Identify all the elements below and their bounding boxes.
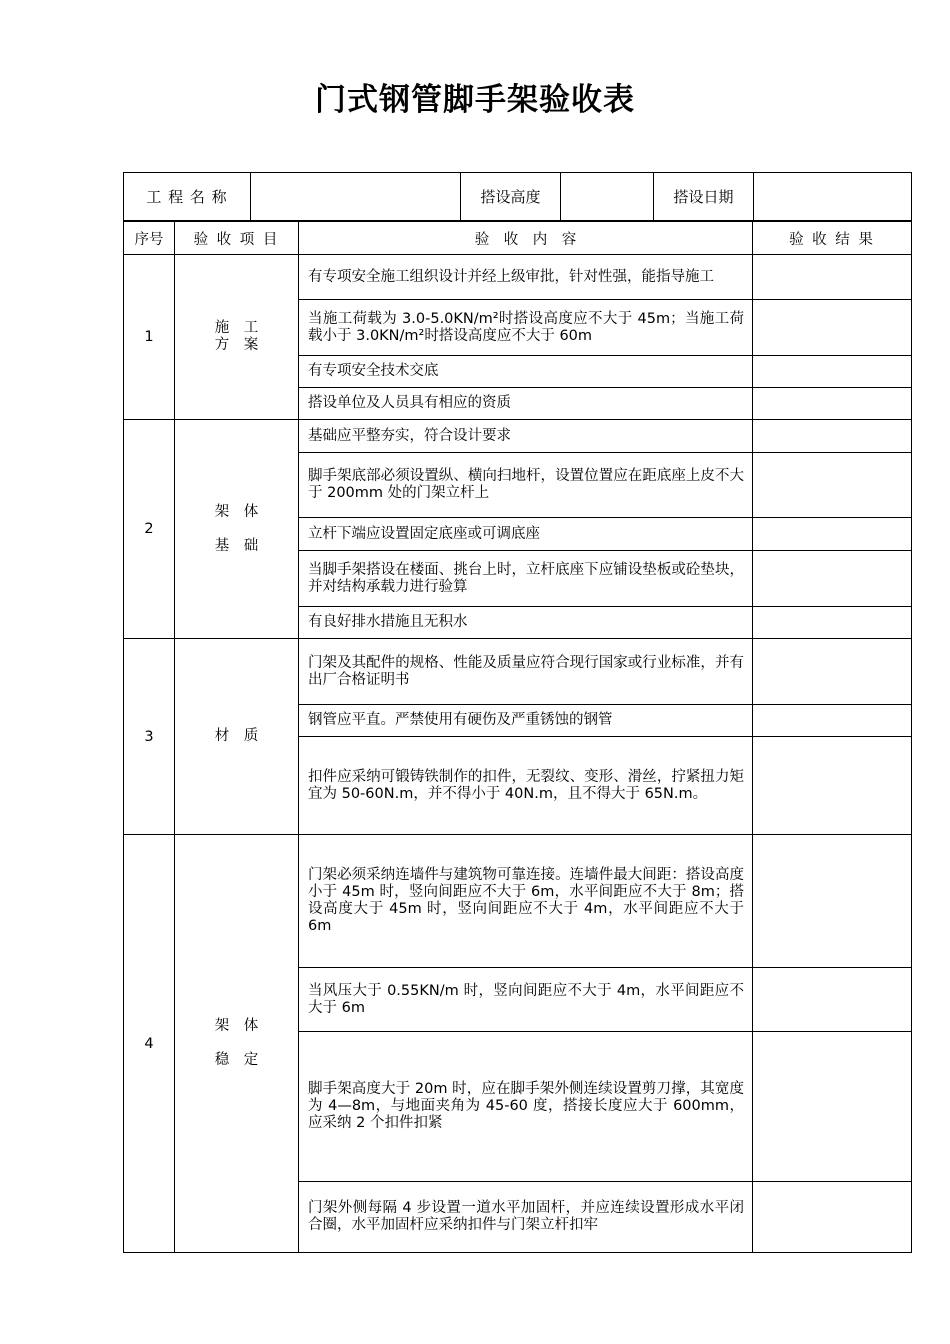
result-cell[interactable] bbox=[753, 300, 912, 356]
project-name-field[interactable] bbox=[251, 173, 461, 221]
result-header: 验 收 结 果 bbox=[753, 222, 912, 255]
result-cell[interactable] bbox=[753, 388, 912, 420]
requirement-text: 有良好排水措施且无积水 bbox=[299, 607, 753, 639]
result-cell[interactable] bbox=[753, 705, 912, 737]
section-category bbox=[175, 639, 299, 835]
category-line: 基 础 bbox=[214, 537, 259, 554]
result-cell[interactable] bbox=[753, 518, 912, 551]
result-cell[interactable] bbox=[753, 453, 912, 518]
item-header: 验 收 项 目 bbox=[175, 222, 299, 255]
result-cell[interactable] bbox=[753, 420, 912, 453]
category-line: 稳 定 bbox=[214, 1052, 259, 1068]
result-cell[interactable] bbox=[753, 968, 912, 1032]
seq-header: 序号 bbox=[124, 222, 175, 255]
requirement-text: 基础应平整夯实，符合设计要求 bbox=[299, 420, 753, 453]
requirement-text: 搭设单位及人员具有相应的资质 bbox=[299, 388, 753, 420]
requirement-text: 门架外侧每隔 4 步设置一道水平加固杆，并应连续设置形成水平闭合圈，水平加固杆应采纳扣件与门架立杆扣牢 bbox=[299, 1182, 753, 1253]
category-line: 方 案 bbox=[214, 337, 259, 353]
result-cell[interactable] bbox=[753, 255, 912, 300]
result-cell[interactable] bbox=[753, 1182, 912, 1253]
height-label: 搭设高度 bbox=[461, 173, 561, 221]
requirement-text: 脚手架高度大于 20m 时，应在脚手架外侧连续设置剪刀撑，其宽度为 4—8m，与地面夹角为 45-60 度，搭接长度应大于 600mm，应采纳 2 个扣件扣紧 bbox=[299, 1032, 753, 1182]
requirement-text: 脚手架底部必须设置纵、横向扫地杆，设置位置应在距底座上皮不大于 200mm 处的门架立杆上 bbox=[299, 453, 753, 518]
page-title: 门式钢管脚手架验收表 bbox=[315, 82, 635, 118]
requirement-text: 扣件应采纳可锻铸铁制作的扣件，无裂纹、变形、滑丝，拧紧扭力矩宜为 50-60N.m，并不得小于 40N.m，且不得大于 65N.m。 bbox=[299, 737, 753, 835]
section-category bbox=[175, 420, 299, 639]
date-field[interactable] bbox=[754, 173, 912, 221]
requirement-text: 有专项安全施工组织设计并经上级审批，针对性强，能指导施工 bbox=[299, 255, 753, 300]
section-seq: 1 bbox=[124, 255, 175, 420]
project-info-table bbox=[123, 172, 912, 221]
result-cell[interactable] bbox=[753, 639, 912, 705]
section-category bbox=[175, 255, 299, 420]
category-line: 材 质 bbox=[214, 728, 259, 744]
height-field[interactable] bbox=[561, 173, 654, 221]
table-row bbox=[124, 835, 912, 968]
requirement-text: 当脚手架搭设在楼面、挑台上时，立杆底座下应铺设垫板或砼垫块，并对结构承载力进行验算 bbox=[299, 551, 753, 607]
requirement-text: 钢管应平直。严禁使用有硬伤及严重锈蚀的钢管 bbox=[299, 705, 753, 737]
result-cell[interactable] bbox=[753, 607, 912, 639]
section-seq: 4 bbox=[124, 835, 175, 1253]
inspection-table bbox=[123, 221, 912, 1253]
category-line: 施 工 bbox=[214, 320, 259, 336]
table-row bbox=[124, 420, 912, 453]
requirement-text: 当施工荷载为 3.0-5.0KN/m²时搭设高度应不大于 45m；当施工荷载小于 3.0KN/m²时搭设高度应不大于 60m bbox=[299, 300, 753, 356]
date-label: 搭设日期 bbox=[654, 173, 754, 221]
section-category bbox=[175, 835, 299, 1253]
requirement-text: 当风压大于 0.55KN/m 时，竖向间距应不大于 4m，水平间距应不大于 6m bbox=[299, 968, 753, 1032]
section-seq: 2 bbox=[124, 420, 175, 639]
table-row bbox=[124, 255, 912, 300]
result-cell[interactable] bbox=[753, 1032, 912, 1182]
content-header: 验 收 内 容 bbox=[299, 222, 753, 255]
table-row bbox=[124, 639, 912, 705]
category-line: 架 体 bbox=[214, 1018, 259, 1034]
requirement-text: 有专项安全技术交底 bbox=[299, 356, 753, 388]
result-cell[interactable] bbox=[753, 356, 912, 388]
result-cell[interactable] bbox=[753, 551, 912, 607]
requirement-text: 门架及其配件的规格、性能及质量应符合现行国家或行业标准，并有出厂合格证明书 bbox=[299, 639, 753, 705]
category-line: 架 体 bbox=[214, 503, 259, 520]
requirement-text: 门架必须采纳连墙件与建筑物可靠连接。连墙件最大间距：搭设高度小于 45m 时，竖向间距应不大于 6m，水平间距应不大于 8m；搭设高度大于 45m 时，竖向间距应不大于 4m，水平间距应不大于 6m bbox=[299, 835, 753, 968]
project-name-label: 工 程 名 称 bbox=[124, 173, 251, 221]
result-cell[interactable] bbox=[753, 835, 912, 968]
requirement-text: 立杆下端应设置固定底座或可调底座 bbox=[299, 518, 753, 551]
section-seq: 3 bbox=[124, 639, 175, 835]
column-header-row bbox=[124, 222, 912, 255]
result-cell[interactable] bbox=[753, 737, 912, 835]
